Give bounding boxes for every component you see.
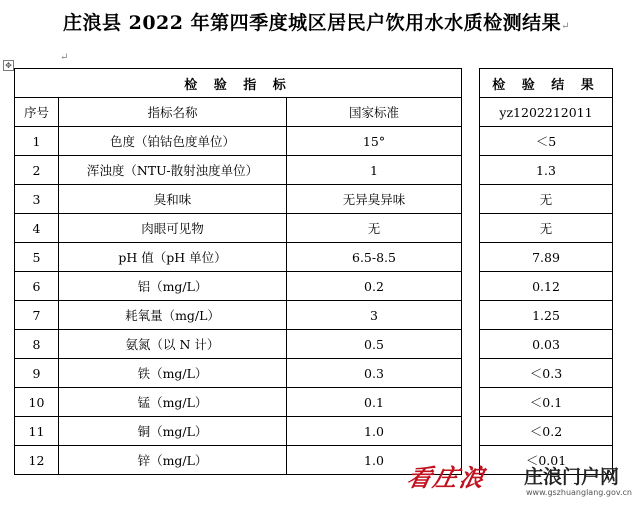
- row-result-cell: 1.25: [480, 301, 613, 330]
- logo-url: www.gszhuanglang.gov.cn: [526, 488, 632, 497]
- group-header-results: 检 验 结 果: [480, 69, 613, 98]
- logo-site-name: 庄浪门户网: [524, 466, 620, 488]
- row-no-cell: 6: [15, 272, 59, 301]
- row-no-cell: 8: [15, 330, 59, 359]
- row-result-cell: 7.89: [480, 243, 613, 272]
- row-no-cell: 11: [15, 417, 59, 446]
- water-quality-table: [14, 68, 613, 475]
- row-result-cell: ＜0.01: [480, 446, 613, 475]
- table-row: [15, 127, 613, 156]
- row-name-cell: 浑浊度（NTU-散射浊度单位）: [59, 156, 287, 185]
- paragraph-mark: ↵: [60, 52, 69, 63]
- table-row: [15, 185, 613, 214]
- table-row: [15, 214, 613, 243]
- row-result-cell: 0.12: [480, 272, 613, 301]
- row-name-cell: pH 值（pH 单位）: [59, 243, 287, 272]
- row-name-cell: 臭和味: [59, 185, 287, 214]
- row-result-cell: ＜0.3: [480, 359, 613, 388]
- row-standard-cell: 15°: [287, 127, 462, 156]
- column-header-standard: 国家标准: [287, 98, 462, 127]
- table-gap-cell: [462, 98, 480, 127]
- table-row: [15, 301, 613, 330]
- table-gap-cell: [462, 69, 480, 98]
- column-header-sample-id: yz1202212011: [480, 98, 613, 127]
- column-header-no: 序号: [15, 98, 59, 127]
- table-row: [15, 417, 613, 446]
- row-name-cell: 耗氧量（mg/L）: [59, 301, 287, 330]
- row-standard-cell: 1: [287, 156, 462, 185]
- table-gap-cell: [462, 330, 480, 359]
- table-row: [15, 359, 613, 388]
- row-name-cell: 氨氮（以 N 计）: [59, 330, 287, 359]
- row-result-cell: ＜0.1: [480, 388, 613, 417]
- row-name-cell: 锌（mg/L）: [59, 446, 287, 475]
- column-header-row: [15, 98, 613, 127]
- site-watermark-logo: [404, 458, 633, 511]
- row-no-cell: 10: [15, 388, 59, 417]
- row-result-cell: 1.3: [480, 156, 613, 185]
- row-result-cell: ＜0.2: [480, 417, 613, 446]
- row-standard-cell: 1.0: [287, 446, 462, 475]
- group-header-row: [15, 69, 613, 98]
- logo-script-text: 看庄浪: [404, 463, 489, 492]
- row-name-cell: 肉眼可见物: [59, 214, 287, 243]
- table-gap-cell: [462, 301, 480, 330]
- row-standard-cell: 无异臭异味: [287, 185, 462, 214]
- row-standard-cell: 6.5-8.5: [287, 243, 462, 272]
- table-move-handle-icon[interactable]: ✥: [3, 60, 14, 71]
- table-gap-cell: [462, 156, 480, 185]
- table-gap-cell: [462, 272, 480, 301]
- row-standard-cell: 0.5: [287, 330, 462, 359]
- row-standard-cell: 0.3: [287, 359, 462, 388]
- table-row: [15, 330, 613, 359]
- row-result-cell: ＜5: [480, 127, 613, 156]
- row-standard-cell: 无: [287, 214, 462, 243]
- column-header-name: 指标名称: [59, 98, 287, 127]
- row-standard-cell: 1.0: [287, 417, 462, 446]
- table-gap-cell: [462, 417, 480, 446]
- row-no-cell: 7: [15, 301, 59, 330]
- table-gap-cell: [462, 243, 480, 272]
- paragraph-mark: ↵: [561, 21, 570, 32]
- table-row: [15, 156, 613, 185]
- table-gap-cell: [462, 214, 480, 243]
- row-name-cell: 锰（mg/L）: [59, 388, 287, 417]
- row-name-cell: 铝（mg/L）: [59, 272, 287, 301]
- table-row: [15, 243, 613, 272]
- table-row: [15, 388, 613, 417]
- document-title-text: 庄浪县 2022 年第四季度城区居民户饮用水水质检测结果: [62, 12, 562, 34]
- row-no-cell: 2: [15, 156, 59, 185]
- row-result-cell: 无: [480, 185, 613, 214]
- table-row: [15, 272, 613, 301]
- row-name-cell: 铁（mg/L）: [59, 359, 287, 388]
- group-header-indicators: 检 验 指 标: [15, 69, 462, 98]
- table-gap-cell: [462, 388, 480, 417]
- row-no-cell: 3: [15, 185, 59, 214]
- document-title: [0, 8, 633, 35]
- row-standard-cell: 0.1: [287, 388, 462, 417]
- table-gap-cell: [462, 185, 480, 214]
- row-no-cell: 9: [15, 359, 59, 388]
- row-standard-cell: 0.2: [287, 272, 462, 301]
- row-result-cell: 0.03: [480, 330, 613, 359]
- row-no-cell: 1: [15, 127, 59, 156]
- row-name-cell: 铜（mg/L）: [59, 417, 287, 446]
- table-gap-cell: [462, 359, 480, 388]
- row-name-cell: 色度（铂钴色度单位）: [59, 127, 287, 156]
- row-no-cell: 4: [15, 214, 59, 243]
- row-no-cell: 5: [15, 243, 59, 272]
- row-result-cell: 无: [480, 214, 613, 243]
- row-no-cell: 12: [15, 446, 59, 475]
- table-gap-cell: [462, 127, 480, 156]
- row-standard-cell: 3: [287, 301, 462, 330]
